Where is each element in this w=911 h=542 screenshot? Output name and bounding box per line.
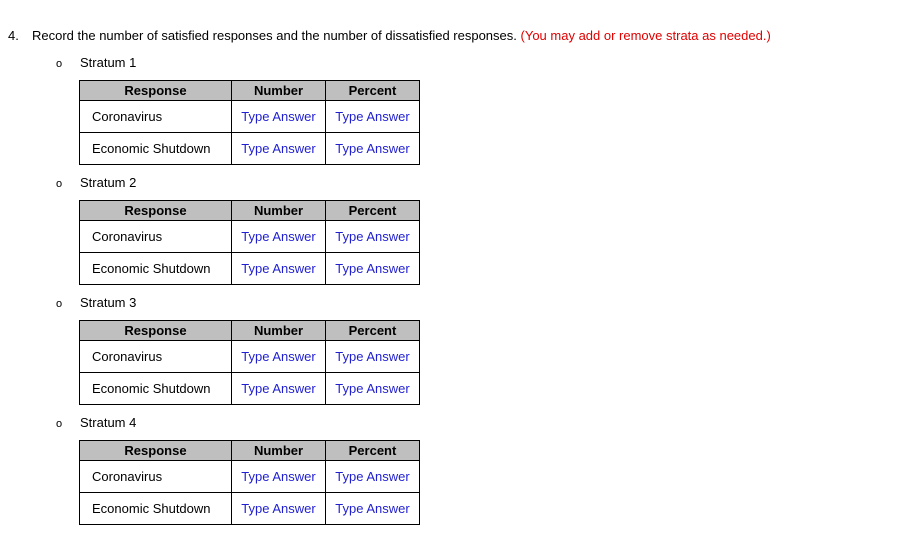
table-header-row xyxy=(80,321,420,341)
stratum-table xyxy=(79,200,420,285)
header-percent: Percent xyxy=(326,441,420,461)
table-header-row xyxy=(80,201,420,221)
question-text: Record the number of satisfied responses and the number of dissatisfied responses. xyxy=(32,28,517,43)
table-row xyxy=(80,101,420,133)
bullet-icon: o xyxy=(56,418,63,430)
header-percent: Percent xyxy=(326,201,420,221)
header-percent: Percent xyxy=(326,321,420,341)
percent-answer-field[interactable]: Type Answer xyxy=(326,373,420,405)
number-answer-field[interactable]: Type Answer xyxy=(232,101,326,133)
percent-answer-field[interactable]: Type Answer xyxy=(326,101,420,133)
header-response: Response xyxy=(80,201,232,221)
stratum-table xyxy=(79,320,420,405)
number-answer-field[interactable]: Type Answer xyxy=(232,461,326,493)
bullet-icon: o xyxy=(56,178,63,190)
number-answer-field[interactable]: Type Answer xyxy=(232,373,326,405)
header-number: Number xyxy=(232,441,326,461)
table-header-row xyxy=(80,441,420,461)
stratum-label: Stratum 3 xyxy=(80,295,137,310)
stratum-heading xyxy=(56,415,136,430)
number-answer-field[interactable]: Type Answer xyxy=(232,341,326,373)
percent-answer-field[interactable]: Type Answer xyxy=(326,221,420,253)
bullet-icon: o xyxy=(56,298,63,310)
header-number: Number xyxy=(232,321,326,341)
stratum-label: Stratum 1 xyxy=(80,55,137,70)
table-row xyxy=(80,221,420,253)
header-number: Number xyxy=(232,81,326,101)
header-response: Response xyxy=(80,441,232,461)
number-answer-field[interactable]: Type Answer xyxy=(232,493,326,525)
response-cell: Coronavirus xyxy=(80,221,232,253)
percent-answer-field[interactable]: Type Answer xyxy=(326,493,420,525)
percent-answer-field[interactable]: Type Answer xyxy=(326,253,420,285)
question-line xyxy=(8,28,771,43)
header-number: Number xyxy=(232,201,326,221)
response-cell: Economic Shutdown xyxy=(80,253,232,285)
question-number: 4. xyxy=(8,28,19,43)
header-response: Response xyxy=(80,81,232,101)
header-percent: Percent xyxy=(326,81,420,101)
table-row xyxy=(80,493,420,525)
percent-answer-field[interactable]: Type Answer xyxy=(326,133,420,165)
number-answer-field[interactable]: Type Answer xyxy=(232,133,326,165)
table-row xyxy=(80,133,420,165)
response-cell: Coronavirus xyxy=(80,101,232,133)
stratum-table xyxy=(79,440,420,525)
stratum-table xyxy=(79,80,420,165)
percent-answer-field[interactable]: Type Answer xyxy=(326,341,420,373)
response-cell: Economic Shutdown xyxy=(80,133,232,165)
stratum-label: Stratum 2 xyxy=(80,175,137,190)
stratum-label: Stratum 4 xyxy=(80,415,137,430)
number-answer-field[interactable]: Type Answer xyxy=(232,253,326,285)
response-cell: Coronavirus xyxy=(80,341,232,373)
stratum-heading xyxy=(56,295,136,310)
stratum-heading xyxy=(56,55,136,70)
number-answer-field[interactable]: Type Answer xyxy=(232,221,326,253)
question-note: (You may add or remove strata as needed.) xyxy=(520,28,771,43)
table-row xyxy=(80,253,420,285)
table-row xyxy=(80,341,420,373)
table-row xyxy=(80,461,420,493)
header-response: Response xyxy=(80,321,232,341)
response-cell: Coronavirus xyxy=(80,461,232,493)
bullet-icon: o xyxy=(56,58,63,70)
table-row xyxy=(80,373,420,405)
response-cell: Economic Shutdown xyxy=(80,373,232,405)
stratum-heading xyxy=(56,175,136,190)
percent-answer-field[interactable]: Type Answer xyxy=(326,461,420,493)
table-header-row xyxy=(80,81,420,101)
response-cell: Economic Shutdown xyxy=(80,493,232,525)
